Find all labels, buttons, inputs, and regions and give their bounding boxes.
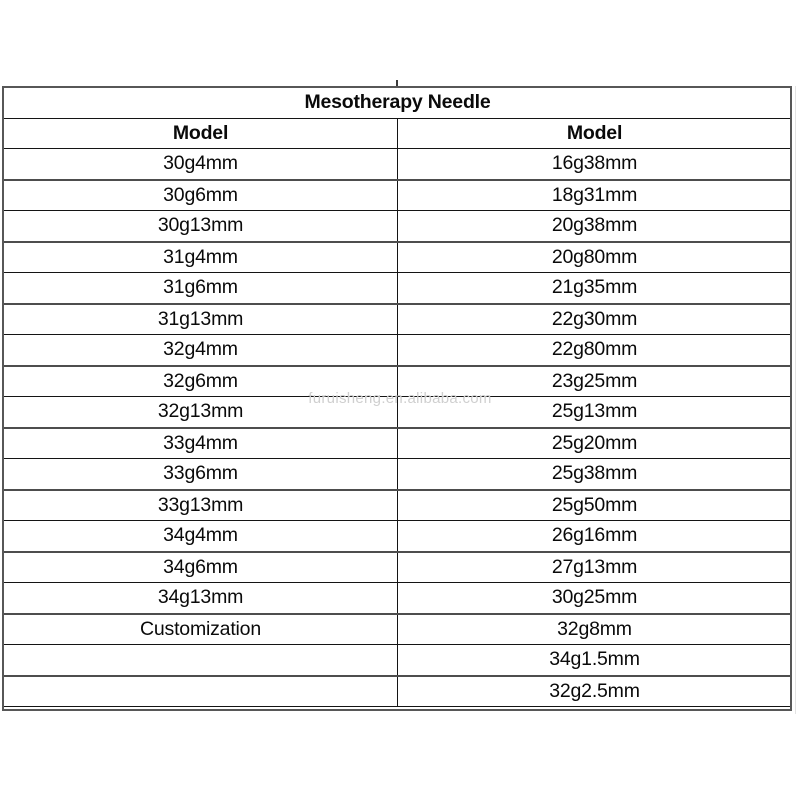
model-cell-right: 32g8mm (398, 614, 792, 645)
model-cell-left: 31g6mm (4, 273, 398, 304)
model-cell-right: 25g13mm (398, 397, 792, 428)
table-row (4, 583, 792, 614)
table-row (4, 397, 792, 428)
table-title: Mesotherapy Needle (4, 88, 792, 119)
table-row (4, 614, 792, 645)
model-cell-right: 20g38mm (398, 211, 792, 242)
model-cell-right: 22g30mm (398, 304, 792, 335)
model-cell-right: 21g35mm (398, 273, 792, 304)
table-row (4, 676, 792, 707)
table-row (4, 552, 792, 583)
spec-table-container (3, 87, 792, 707)
model-cell-right: 34g1.5mm (398, 645, 792, 676)
model-cell-left: 30g6mm (4, 180, 398, 211)
alibaba-watermark: furuisheng.en.alibaba.com (308, 390, 492, 407)
table-row (4, 304, 792, 335)
model-cell-right: 20g80mm (398, 242, 792, 273)
model-cell-left: 30g4mm (4, 149, 398, 180)
table-row (4, 645, 792, 676)
table-row (4, 180, 792, 211)
model-cell-left: 30g13mm (4, 211, 398, 242)
table-row (4, 242, 792, 273)
model-cell-left: Customization (4, 614, 398, 645)
model-cell-right: 25g38mm (398, 459, 792, 490)
model-cell-left: 31g4mm (4, 242, 398, 273)
table-row (4, 490, 792, 521)
column-header-2: Model (398, 118, 792, 149)
table-row (4, 428, 792, 459)
table-row (4, 273, 792, 304)
model-cell-left: 34g6mm (4, 552, 398, 583)
model-cell-right: 32g2.5mm (398, 676, 792, 707)
table-row (4, 149, 792, 180)
model-cell-left: 33g6mm (4, 459, 398, 490)
model-cell-left: 31g13mm (4, 304, 398, 335)
model-cell-left: 32g13mm (4, 397, 398, 428)
model-cell-right: 16g38mm (398, 149, 792, 180)
model-cell-left (4, 676, 398, 707)
model-cell-left: 33g13mm (4, 490, 398, 521)
model-cell-left: 33g4mm (4, 428, 398, 459)
column-header-1: Model (4, 118, 398, 149)
model-cell-left: 34g4mm (4, 521, 398, 552)
model-cell-right: 26g16mm (398, 521, 792, 552)
model-cell-right: 27g13mm (398, 552, 792, 583)
table-header-row (4, 118, 792, 149)
model-cell-right: 25g20mm (398, 428, 792, 459)
table-row (4, 335, 792, 366)
table-row (4, 459, 792, 490)
table-title-row (4, 88, 792, 119)
table-row (4, 211, 792, 242)
table-row (4, 521, 792, 552)
model-cell-left: 34g13mm (4, 583, 398, 614)
model-cell-left: 32g4mm (4, 335, 398, 366)
model-cell-right: 23g25mm (398, 366, 792, 397)
model-cell-left: 32g6mm (4, 366, 398, 397)
model-cell-right: 30g25mm (398, 583, 792, 614)
page-guide-line-right (795, 86, 796, 714)
table-row (4, 366, 792, 397)
model-cell-right: 18g31mm (398, 180, 792, 211)
mesotherapy-needle-model-table (3, 87, 792, 707)
model-cell-right: 22g80mm (398, 335, 792, 366)
model-cell-right: 25g50mm (398, 490, 792, 521)
model-cell-left (4, 645, 398, 676)
